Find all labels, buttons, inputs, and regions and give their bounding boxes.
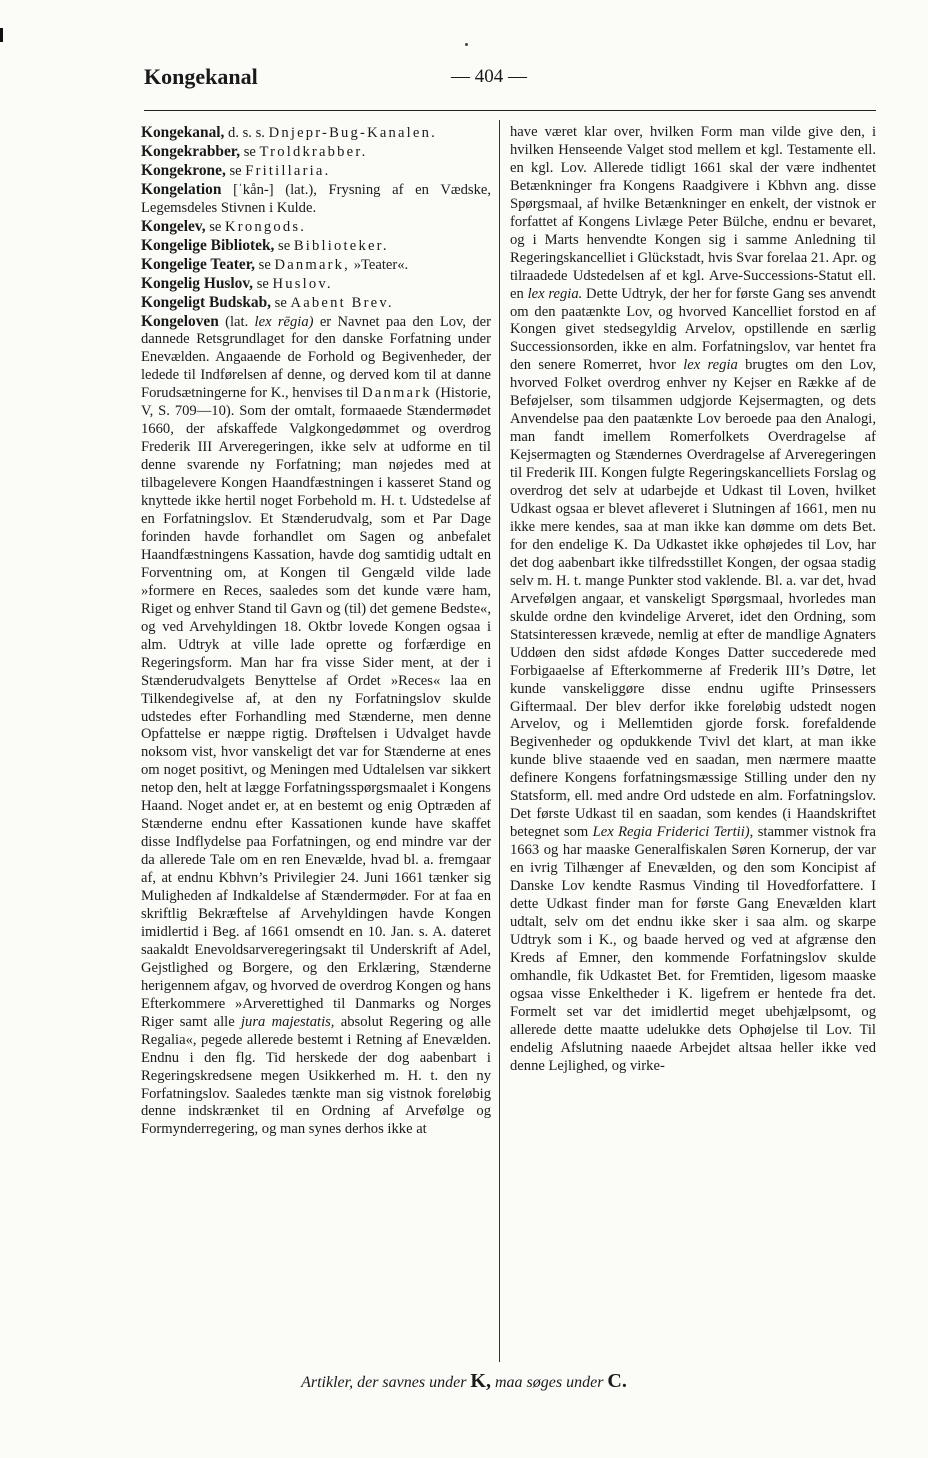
- header-rule: [144, 110, 876, 111]
- page-number: — 404 —: [451, 66, 527, 87]
- page-header: [144, 64, 876, 96]
- entry-kongelige-teater: Kongelige Teater, se Danmark, »Teater«.: [141, 255, 409, 273]
- entry-kongekrone: Kongekrone, se Fritillaria.: [141, 161, 331, 179]
- column-divider: [499, 120, 500, 1362]
- entry-kongekanal: Kongekanal, d. s. s. Dnjepr-Bug-Kanalen.: [141, 124, 437, 141]
- entry-kongelig-huslov: Kongelig Huslov, se Huslov.: [141, 274, 333, 292]
- entry-kongeloven: Kongeloven (lat. lex rēgia) er Navnet paa den Lov, der dannede Retsgrundlaget for den danske Forfatning under Enevælden. Angaaende de Forhold og Begivenheder, der ledede til Indførelsen af denne, og derved kom til at danne Forudsætningerne for K., henvises til Danmark (Historie, V, S. 709—10). Som der omtalt, formaaede Stændermødet 1660, der afskaffede Valgkongedømmet og overdrog Frederik III Arveregeringen, ikke selv at udforme en til denne svarende ny Forfatning; man nøjedes med at tilbagelevere Kongen Haandfæstningen i kasseret Stand og knyttede ikke hertil noget Forbehold m. H. t. Udstedelse af en Forfatningslov. Et Stænderudvalg, som et Par Dage forinden havde forhandlet om Sagen og anbefalet Haandfæstningens Kassation, havde dog samtidig udtalt en Forventning om, at Kongen til Gengæld vilde lade »formere en Reces, saaledes som det kunde være ham, Riget og enhver Stand til Gavn og (til) det gemene Bedste«, og ved Arvehyldingen 18. Oktbr lovede Kongen ogsaa i alm. Udtryk at ville lade oprette og forfærdige en Regeringsform. Man har fra visse Sider ment, at der i Stænderudvalgets Benyttelse af Ordet »Reces« laa en Tilkendegivelse af, at den ny Forfatningslov skulde udstedes efter Forhandling med Stænderne, men denne Opfattelse er næppe rigtig. Drøftelsen i Udvalget havde noksom vist, hvor vanskeligt det var for Stænderne at enes om noget positivt, og Meningen med Udtalelsen var sikkert netop den, helt at lægge Forfatningsspørgsmaalet i Kongens Haand. Noget andet er, at en bestemt og enig Optræden af Stænderne endnu efter Kassationen kunde have skaffet disse Indflydelse paa Forfatningen, og end mindre var der da allerede Tale om en ren Enevælde, hvad bl. a. fremgaar af, at endnu Kbhvn’s Privilegier 24. Juni 1661 tænker sig Muligheden af Indkaldelse af Stændermøder. For at faa en skriftlig Bekræftelse af Arvehyldingen havde Kongen imidlertid i Beg. af 1661 omsendt en 10. Jan. s. A. dateret saakaldt Enevoldsarveregeringsakt til Underskrift af Adel, Gejstlighed og Borgere, og den Erklæring, Stænderne herigennem afgav, og hvorved de overdrog Kongen og hans Efterkommere »Arverettighed til Danmarks og Norges Riger samt alle jura majestatis, absolut Regering og alle Regalia«, pegede allerede bestemt i Retning af Enevælden. Endnu i den flg. Tid herskede der dog aabenbart i Regeringskredsene megen Usikkerhed m. H. t. den ny Forfatningslov. Saaledes tænkte man sig vistnok foreløbig denne indskrænket til en Ordning af Arvefølge og Formynderregering, og man synes derhos ikke at: [141, 312, 492, 1138]
- running-head: Kongekanal: [144, 64, 258, 89]
- scan-edge-mark: [0, 28, 3, 42]
- scan-dot: [465, 43, 468, 46]
- right-column: [510, 124, 876, 1076]
- entry-kongelation: Kongelation [ˈkån-] (lat.), Frysning af en Vædske, Legemsdeles Stivnen i Kulde.: [141, 180, 491, 216]
- entry-kongekrabber: Kongekrabber, se Troldkrabber.: [141, 142, 368, 160]
- entry-kongelev: Kongelev, se Krongods.: [141, 217, 307, 235]
- entry-kongeligt-budskab: Kongeligt Budskab, se Aabent Brev.: [141, 293, 394, 311]
- entry-kongeloven-continued: have været klar over, hvilken Form man vilde give den, i hvilken Henseende Valget stod mellem et kgl. Testamente ell. en kgl. Lov. Allerede tidligt 1661 skal der være indhentet Betænkninger fra Kongens Raadgivere i Kbhvn ang. disse Spørgsmaal, af hvilke Betænkninger en enkelt, der vistnok er forfattet af Kongens Livlæge Peter Bülche, endnu er bevaret, og i Marts henvendte Kongen sig i samme Anledning til Regeringskancelliet i Glückstadt, hvis Svar forelaa 21. Apr. og tilraadede Udstedelsen af et kgl. Arve-Successions-Statut ell. en lex regia. Dette Udtryk, der her for første Gang ses anvendt om den paatænkte Lov, og hvorved Kancelliet forstod en af Kongen givet stedsegyldig Arvelov, opstillende en særlig Successionsorden, ikke en alm. Forfatningslov, var hentet fra den senere Romerret, hvor lex regia brugtes om den Lov, hvorved Folket overdrog enhver ny Kejser en Række af de Beføjelser, som tilsammen udgjorde Kejsermagten, og dets Anvendelse paa den paatænkte Lov beroede paa den Analogi, man fandt imellem Romerfolkets Overdragelse af Kejsermagten og Stændernes Overdragelse af Arveregeringen til Frederik III. Kongen fulgte Regeringskancelliets Forslag og overdrog det selv at udarbejde et Udkast til Loven, hvilket Udkast ogsaa er blevet afleveret i Slutningen af 1661, men nu ikke mere kendes, saa at man ikke kan dømme om dets Bet. for den endelige K. Da Udkastet ikke ophøjedes til Lov, har det dog aabenbart ikke tilfredsstillet Kongen, der ogsaa stadig selv m. H. t. mange Punkter stod vaklende. Bl. a. var det, hvad Arvefølgen angaar, et vanskeligt Spørgsmaal, hvorledes man skulde ordne den kvindelige Arveret, idet den Ordning, som Statsinteressen krævede, nemlig at efter de mandlige Agnaters Uddøen den sidst afdøde Konges Datter succederede med Forbigaaelse af Efterkommerne af Frederik III’s Døtre, let kunde vanskeliggøre disse endnu ugifte Prinsessers Giftermaal. Der blev derfor ikke foreløbig udstedt nogen Arvelov, og i Mellemtiden gjorde forsk. forefaldende Begivenheder og opdukkende Tvivl det klart, at man ikke kunde blive staaende ved en saadan, men nærmere maatte definere Kongens forfatningsmæssige Stilling under den ny Statsform, ell. med andre Ord udstede en alm. Forfatningslov. Det første Udkast til en saadan, som kendes (i Haandskriftet betegnet som Lex Regia Friderici Tertii), stammer vistnok fra 1663 og har maaske Generalfiskalen Søren Kornerup, der var en ivrig Tilhænger af Enevælden, og den som Koncipist af Danske Lov kendte Rasmus Vinding til Hovedforfattere. I dette Udkast finder man for første Gang Enevælden klart udtalt, selv om det endnu ikke sker i saa alm. og skarpe Udtryk som i K., og baade herved og ved at afgrænse den Kreds af Emner, den kommende Forfatningslov skulde omhandle, fik Udkastet Bet. for Fremtiden, ligesom maaske ogsaa visse Enkeltheder i K. ligefrem er hentede fra det. Formelt set var det imidlertid meget ubehjælpsomt, og allerede dette maatte udelukke dets Ophøjelse til Lov. Til endelig Afslutning naaede Arbejdet altsaa heller ikke ved denne Lejlighed, og virke-: [510, 124, 877, 1074]
- left-column: [141, 124, 491, 1139]
- entry-kongelige-bibliotek: Kongelige Bibliotek, se Biblioteker.: [141, 236, 389, 254]
- page-footer-note: Artikler, der savnes under K, maa søges under C.: [301, 1370, 627, 1392]
